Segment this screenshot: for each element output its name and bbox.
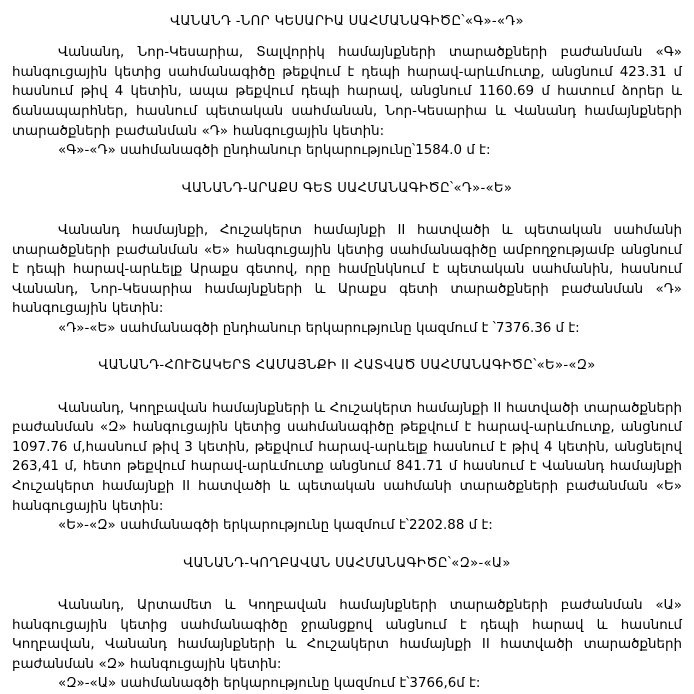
section-result-d-e: «Դ»-«Ե» սահմանագծի ընդհանուր երկարությունը կազմում է ՝7376.36 մ է: xyxy=(58,320,580,336)
section-result-e-z: «Ե»-«Զ» սահմանագծի երկարությունը կազմում է՝2202.88 մ է: xyxy=(58,518,493,534)
spacer xyxy=(12,338,682,358)
section-body-d-e: Վանանդ համայնքի, Հուշակերտ համայնքի II հատվածի և պետական սահմանի տարածքների բաժանման «Ե» հանգուցային կետից սահմանագիծը ամբողջությամբ անցնում է դեպի հարավ-արևելք Արաքս գետով, որը համընկնում է պետական սահմանին, հասնում Վանանդ, Նոր-Կեսարիա համայնքների և Արաքս գետի տարածքների բաժանման «Դ» հանգուցային կետին: xyxy=(12,222,682,317)
section-result-g-d: «Գ»-«Դ» սահմանագծի ընդհանուր երկարությունը՝1584.0 մ է: xyxy=(58,143,491,159)
section-body-g-d: Վանանդ, Նոր-Կեսարիա, Տալվորիկ համայնքների տարածքների բաժանման «Գ» հանգուցային կետից սահմանագիծը թեքվում է դեպի հարավ-արևմուտք, անցնում 423.31 մ հասնում թիվ 4 կետին, ապա թեքվում դեպի հարավ, անցնում 1160.69 մ հատում ձորեր և ճանապարհներ, հասնում պետական սահմանան, Նոր-Կեսարիա և Վանանդ համայնքների տարածքների բաժանման «Դ» հանգուցային կետին: xyxy=(12,45,682,139)
section-heading-e-z: ՎԱՆԱՆԴ-ՀՈՒՇԱԿԵՐՏ ՀԱՄԱՅՆՔԻ II ՀԱՏՎԱԾ ՍԱՀՄԱՆԱԳԻԾԸ՝«Ե»-«Զ» xyxy=(98,358,596,374)
spacer xyxy=(12,374,682,399)
section-result-z-a: «Զ»-«Ա» սահմանագծի երկարությունը կազմում է՝3766,6մ է: xyxy=(58,676,481,692)
section-heading-g-d: ՎԱՆԱՆԴ -ՆՈՐ ԿԵՍԱՐԻԱ ՍԱՀՄԱՆԱԳԻԾԸ՝«Գ»-«Դ» xyxy=(170,14,524,29)
spacer xyxy=(12,536,682,556)
spacer xyxy=(12,571,682,596)
section-heading-z-a: ՎԱՆԱՆԴ-ԿՈՂԲԱՎԱՆ ՍԱՀՄԱՆԱԳԻԾԸ՝«Զ»-«Ա» xyxy=(183,555,511,571)
section-body-e-z: Վանանդ, Կողբավան համայնքների և Հուշակերտ համայնքի II հատվածի տարածքների բաժանման «Զ» հանգուցային կետից սահմանագիծը թեքվում է հարավ-արևմուտք, անցնում 1097.76 մ,հասնում թիվ 3 կետին, թեքվում հարավ-արևելք հասնում է թիվ 4 կետին, անցնելով 263,41 մ, հետո թեքվում հարավ-արևմուտք անցնում 841.71 մ հասնում է Վանանդ համայնքի Հուշակերտ համայնքի II հատվածի և պետական սահմանի տարածքների բաժանման «Ե» հանգուցային կետին: xyxy=(12,400,682,514)
spacer xyxy=(12,196,682,221)
spacer xyxy=(12,161,682,181)
section-heading-d-e: ՎԱՆԱՆԴ-ԱՐԱՔՍ ԳԵՏ ՍԱՀՄԱՆԱԳԻԾԸ՝«Դ»-«Ե» xyxy=(181,180,513,196)
section-body-z-a: Վանանդ, Արտամետ և Կողբավան համայնքների տարածքների բաժանման «Ա» հանգուցային կետից սահմանագիծը ջրանցքով անցնում է դեպի հարավ և հասնում Կողբավան, Վանանդ համայնքների և Հուշակերտ համայնքի II հատվածի տարածքների բաժանման «Զ» հանգուցային կետին: xyxy=(12,597,682,672)
spacer xyxy=(12,29,682,43)
